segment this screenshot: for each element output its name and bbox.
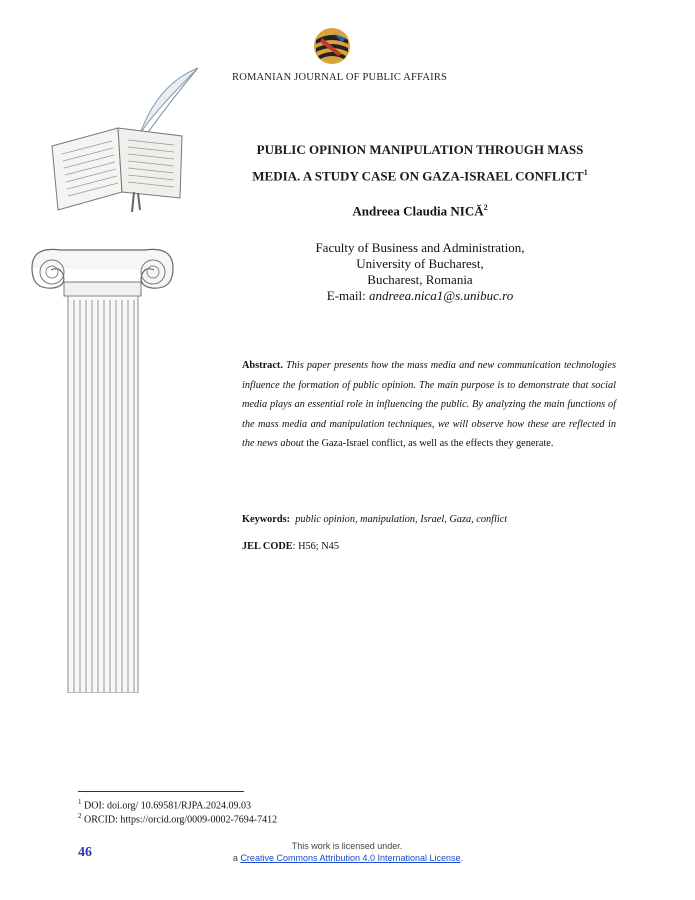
jel-text: : H56; N45 <box>292 541 339 552</box>
abstract-text-plain: the Gaza-Israel conflict, as well as the effects they generate. <box>303 438 554 449</box>
article-title <box>230 138 610 187</box>
license-prefix: a <box>232 853 241 863</box>
jel-code <box>242 541 339 552</box>
email-line <box>230 288 610 304</box>
affiliation-line-3: Bucharest, Romania <box>367 272 473 287</box>
footnote-divider <box>78 791 244 792</box>
open-book-quill-icon <box>48 64 198 214</box>
footnote-2 <box>78 812 277 825</box>
affiliation-line-2: University of Bucharest, <box>356 256 484 271</box>
affiliation <box>230 240 610 304</box>
keywords <box>242 514 507 525</box>
license-line-1: This work is licensed under. <box>291 841 403 851</box>
footnote-2-mark: 2 <box>78 812 82 820</box>
affiliation-line-1: Faculty of Business and Administration, <box>315 240 525 255</box>
journal-name: ROMANIAN JOURNAL OF PUBLIC AFFAIRS <box>232 72 448 83</box>
title-line-1: PUBLIC OPINION MANIPULATION THROUGH MASS <box>256 142 584 157</box>
footnote-2-text[interactable]: ORCID: https://orcid.org/0009-0002-7694-7412 <box>81 814 278 826</box>
license-link[interactable]: Creative Commons Attribution 4.0 International License <box>240 853 461 863</box>
keywords-text: public opinion, manipulation, Israel, Gaza, conflict <box>295 514 508 525</box>
abstract-label: Abstract. <box>242 360 283 371</box>
page-number: 46 <box>78 845 92 860</box>
license-line-2 <box>218 853 478 863</box>
email-link[interactable]: andreea.nica1@s.unibuc.ro <box>369 288 514 303</box>
journal-logo-icon <box>312 26 352 66</box>
title-line-2: MEDIA. A STUDY CASE ON GAZA-ISRAEL CONFLICT <box>252 168 584 184</box>
abstract <box>242 356 616 454</box>
ionic-column-icon <box>30 238 175 693</box>
author-text: Andreea Claudia NICĂ <box>352 203 484 219</box>
license-suffix: . <box>460 853 464 863</box>
footnote-1-mark: 1 <box>78 798 82 806</box>
footnote-1 <box>78 798 251 811</box>
author-name <box>230 203 610 219</box>
jel-label: JEL CODE <box>242 541 293 552</box>
email-label: E-mail: <box>326 288 369 303</box>
abstract-text-italic: This paper presents how the mass media and new communication technologies influence the formation of public opinion. The main purpose is to demonstrate that social media plays an essential role in influencing the public. By analyzing the main functions of the mass media and manipulation techniques, we will observe how these are reflected in the news about <box>242 360 616 449</box>
keywords-label: Keywords: <box>242 514 291 525</box>
title-footnote-mark: 1 <box>583 168 588 177</box>
footnote-1-text[interactable]: DOI: doi.org/ 10.69581/RJPA.2024.09.03 <box>81 800 251 812</box>
author-footnote-mark: 2 <box>483 203 488 212</box>
